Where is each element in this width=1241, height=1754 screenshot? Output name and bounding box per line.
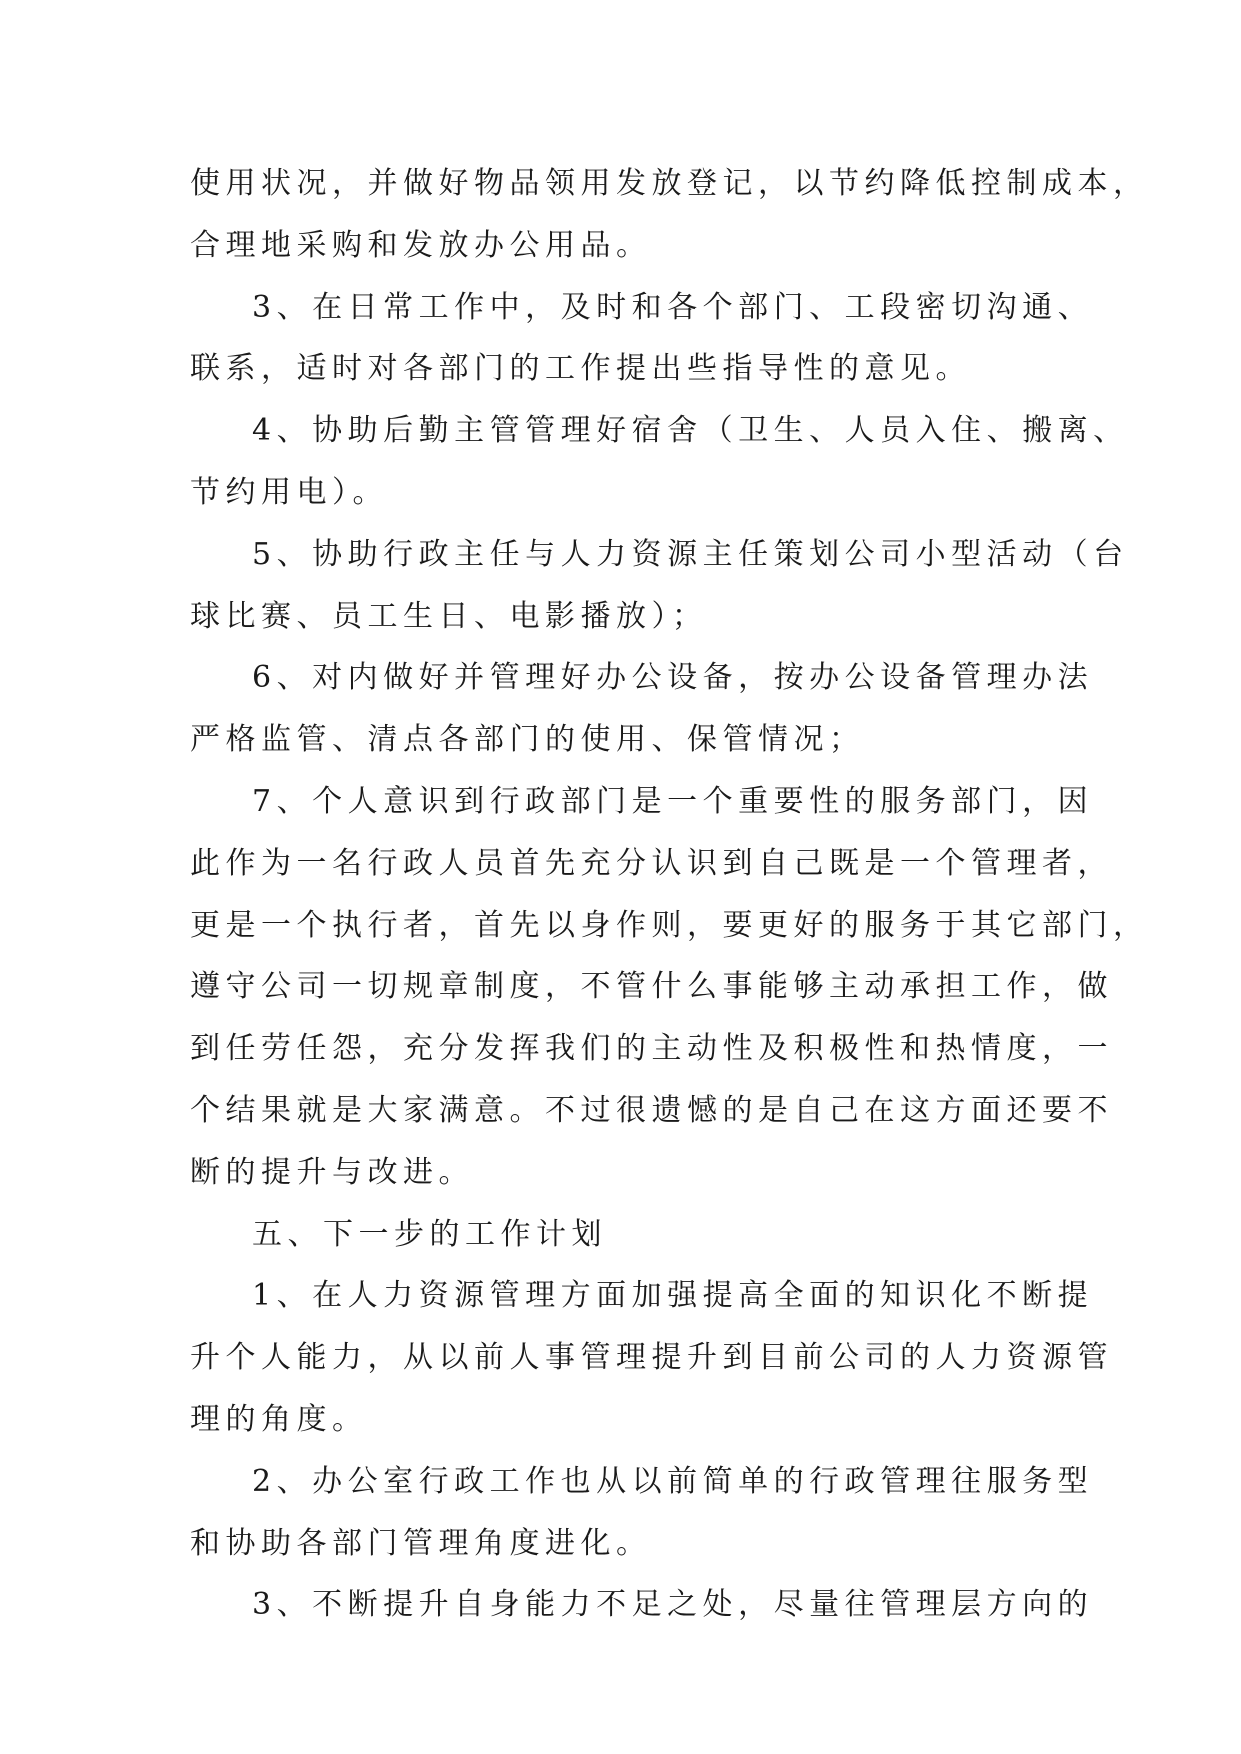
text-line: 到任劳任怨，充分发挥我们的主动性及积极性和热情度，一: [190, 1031, 1113, 1067]
text-line: 1、在人力资源管理方面加强提高全面的知识化不断提: [252, 1278, 1094, 1314]
text-line: 2、办公室行政工作也从以前简单的行政管理往服务型: [252, 1463, 1094, 1499]
text-line: 4、协助后勤主管管理好宿舍（卫生、人员入住、搬离、: [252, 413, 1129, 449]
text-line: 6、对内做好并管理好办公设备，按办公设备管理办法: [252, 660, 1094, 696]
document-body: [190, 153, 1149, 1636]
text-line: 更是一个执行者，首先以身作则，要更好的服务于其它部门，: [190, 907, 1149, 943]
text-line: 使用状况，并做好物品领用发放登记，以节约降低控制成本，: [190, 166, 1149, 201]
text-line: 3、不断提升自身能力不足之处，尽量往管理层方向的: [252, 1587, 1094, 1623]
text-line: 严格监管、清点各部门的使用、保管情况；: [190, 722, 865, 758]
text-line: 5、协助行政主任与人力资源主任策划公司小型活动（台: [252, 536, 1129, 572]
text-line: 个结果就是大家满意。不过很遗憾的是自己在这方面还要不: [190, 1092, 1113, 1128]
text-line: 7、个人意识到行政部门是一个重要性的服务部门，因: [252, 783, 1094, 819]
text-line: 此作为一名行政人员首先充分认识到自己既是一个管理者，: [190, 845, 1113, 881]
text-line: 合理地采购和发放办公用品。: [190, 227, 652, 263]
text-line: 遵守公司一切规章制度，不管什么事能够主动承担工作，做: [190, 969, 1113, 1005]
text-line: 五、下一步的工作计划: [252, 1216, 607, 1252]
text-line: 球比赛、员工生日、电影播放）；: [190, 598, 708, 634]
text-line: 理的角度。: [190, 1401, 368, 1437]
text-line: 升个人能力，从以前人事管理提升到目前公司的人力资源管: [190, 1340, 1113, 1376]
text-line: 节约用电）。: [190, 474, 388, 510]
text-line: 和协助各部门管理角度进化。: [190, 1525, 652, 1561]
text-line: 联系，适时对各部门的工作提出些指导性的意见。: [190, 351, 971, 387]
text-line: 3、在日常工作中，及时和各个部门、工段密切沟通、: [252, 289, 1094, 325]
text-line: 断的提升与改进。: [190, 1154, 474, 1190]
